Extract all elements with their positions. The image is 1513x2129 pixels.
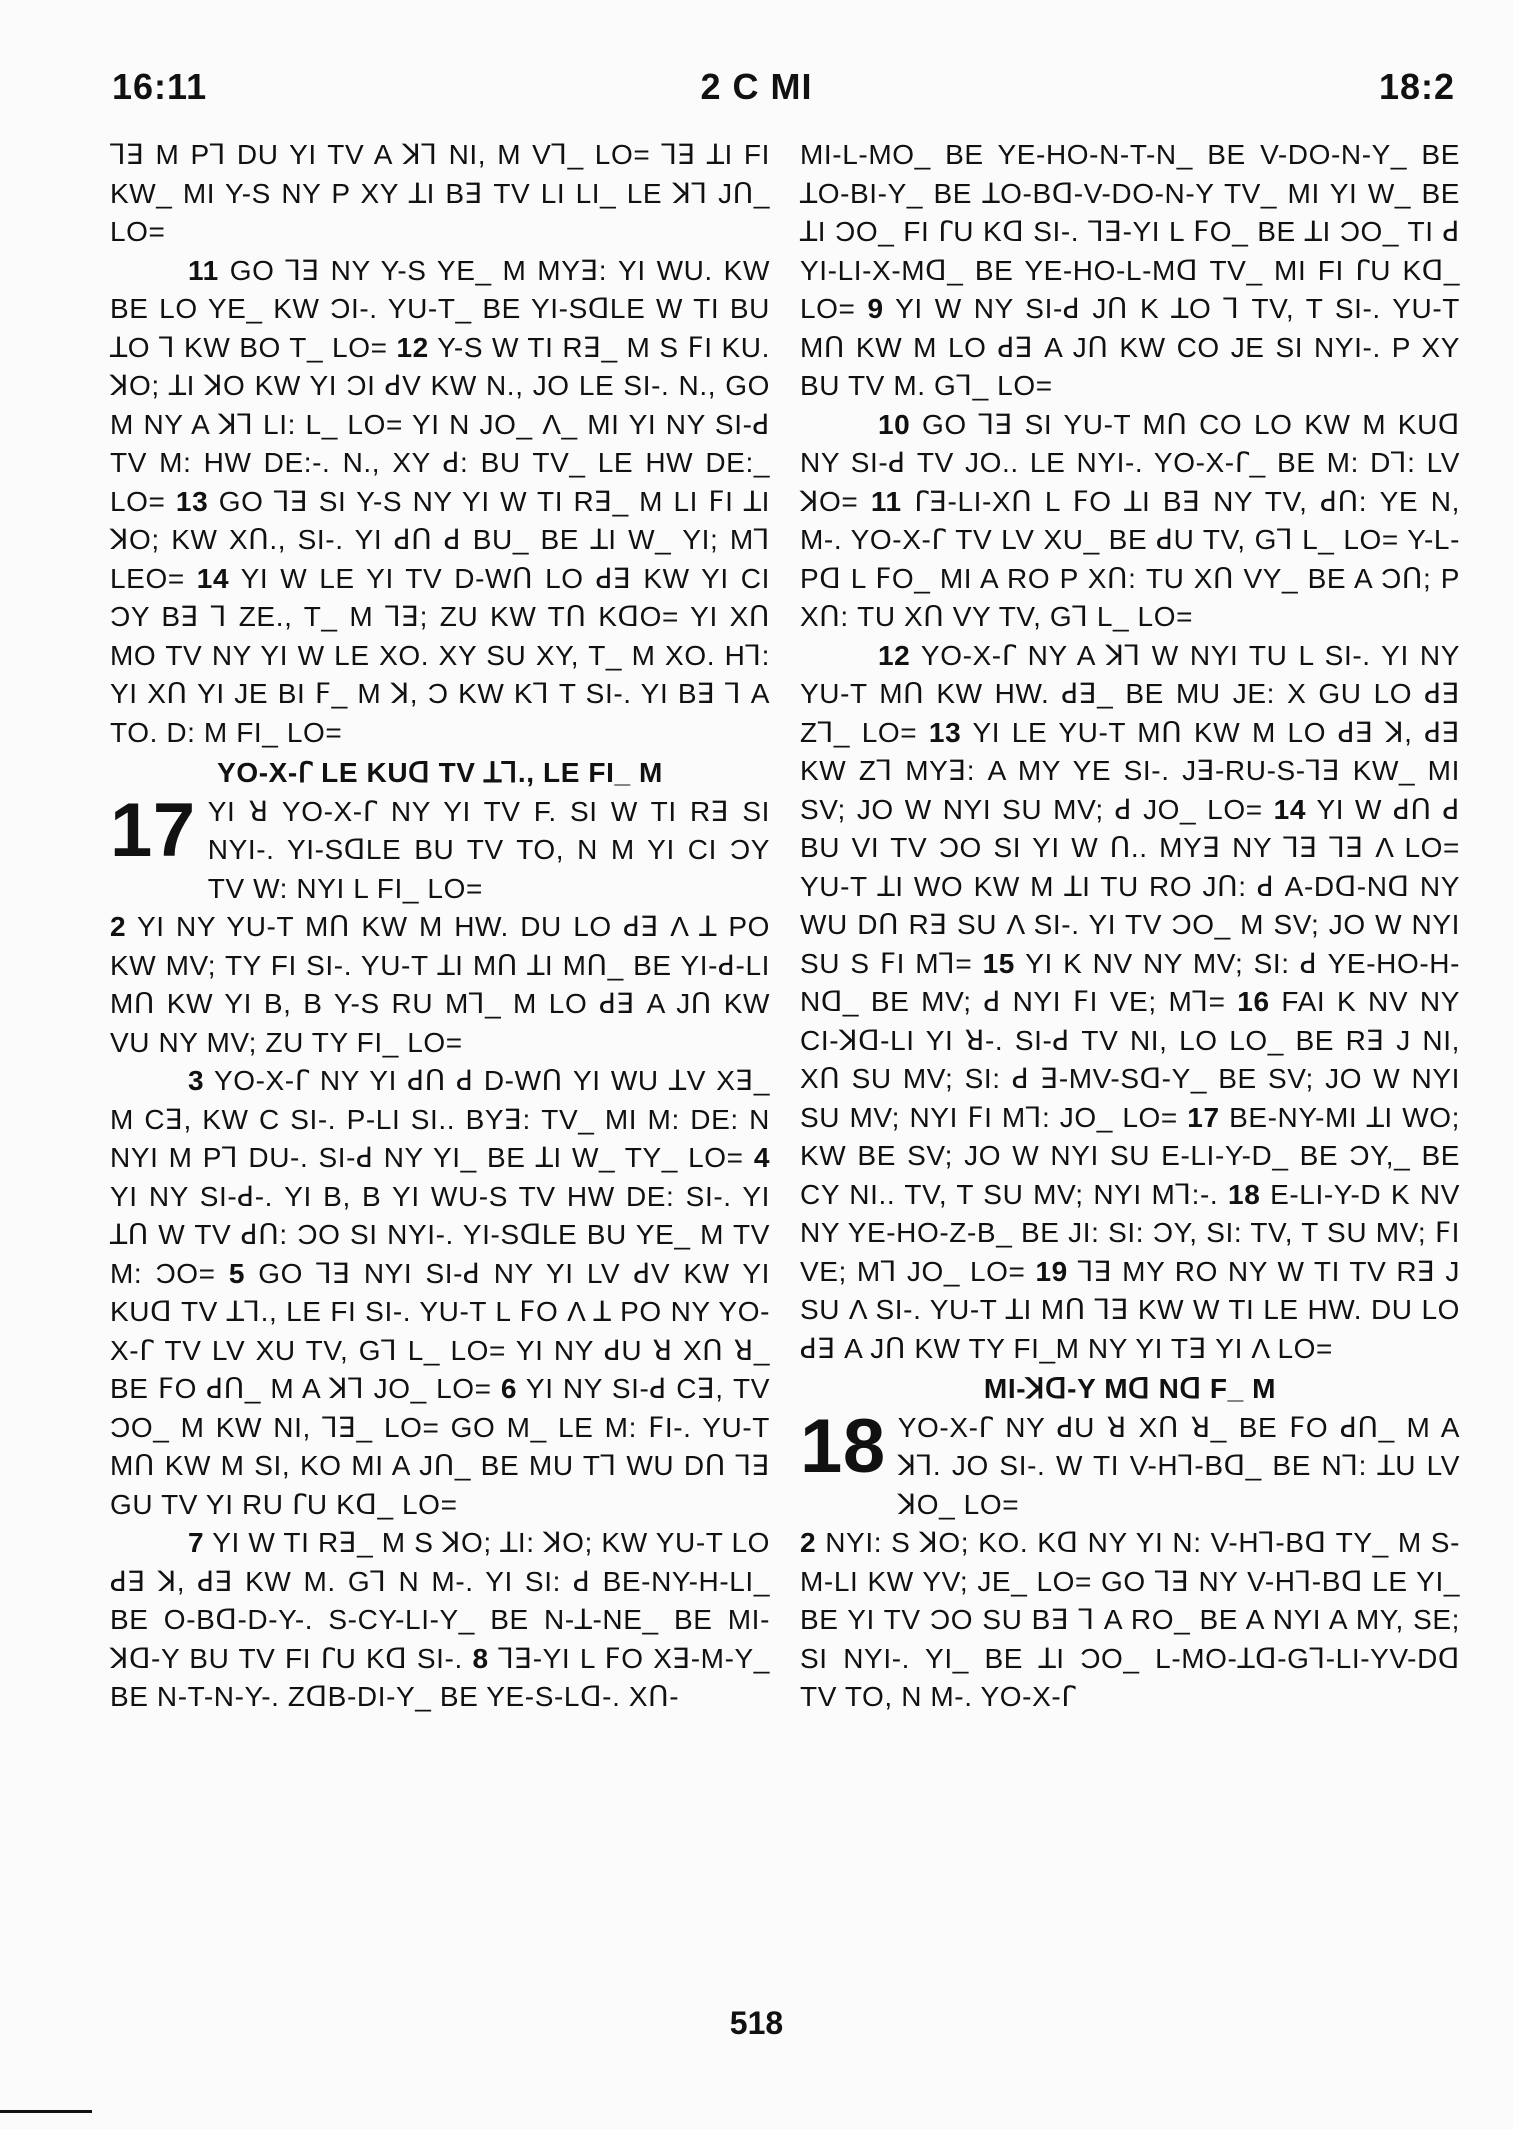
verse-text: GO ꓶꓱ SI Y-S NY YI W TI Rꓱ_ M LI ꓝI ꓕI ꓘO; KW Xꓵ., SI-. YI ꓒꓵ ꓒ BU_ BE ꓕI W_ YI; Mꓶ LEO=	[110, 485, 770, 594]
verse-text: YI W NY SI-ꓒ Jꓵ K ꓕO ꓶ TV, T SI-. YU-T Mꓵ KW M LO ꓒꓱ A Jꓵ KW CO JE SI NYI-. P XY BU TV M. Gꓶ_ LO=	[800, 293, 1460, 401]
verse-text: GO ꓶꓱ NYI SI-ꓒ NY YI LV ꓒV KW YI KUꓷ TV ꓕꓶ., LE FI SI-. YU-T L ꓝO Λ ꓕ PO NY YO-X-ꓩ TV LV XU TV, Gꓶ L_ LO= YI NY ꓒU ꓤ Xꓵ ꓤ_ BE ꓝO ꓒꓵ_ M A ꓘꓶ JO_ LO=	[110, 1257, 770, 1404]
verse-number: 13	[175, 485, 209, 517]
verse-text: E-LI-Y-D K NV NY YE-HO-Z-B_ BE JI: SI: ƆY, SI: TV, T SU MV; ꓝI VE; Mꓶ JO_ LO=	[800, 1178, 1460, 1287]
verse-number: 16	[1237, 986, 1270, 1017]
verse-number: 3	[188, 1065, 205, 1096]
verse-text: GO ꓶꓱ SI YU-T Mꓵ CO LO KW M KUꓷ NY SI-ꓒ TV JO.. LE NYI-. YO-X-ꓩ_ BE M: Dꓶ: LV ꓘO=	[800, 408, 1460, 517]
verse-text: ꓶꓱ-YI L ꓝO Xꓱ-M-Y_ BE N-T-N-Y-. ZꓷB-DI-Y_ BE YE-S-Lꓷ-. Xꓵ-	[110, 1642, 770, 1712]
verse-text: NYI: S ꓘO; KO. Kꓷ NY YI N: V-Hꓶ-Bꓷ TY_ M S-M-LI KW YV; JE_ LO= GO ꓶꓱ NY V-Hꓶ-Bꓷ LE YI_ BE YI TV ƆO SU Bꓱ ꓶ A RO_ BE A NYI A MY, SE; SI NYI-. YI_ BE ꓕI ƆO_ L-MO-ꓕꓷ-Gꓶ-LI-YV-Dꓷ TV TO, N M-. YO-X-ꓩ	[800, 1527, 1460, 1712]
verse-text: FAI K NV NY CI-ꓘꓷ-LI YI ꓤ-. SI-ꓒ TV NI, LO LO_ BE Rꓱ J NI, Xꓵ SU MV; SI: ꓒ ꓱ-MV-Sꓷ-Y_ BE SV; JO W NYI SU MV; NYI ꓝI Mꓶ: JO_ LO=	[800, 986, 1460, 1133]
verse-text: YI W TI Rꓱ_ M S ꓘO; ꓕI: ꓘO; KW YU-T LO ꓒꓱ ꓘ, ꓒꓱ KW M. Gꓶ N M-. YI SI: ꓒ BE-NY-H-LI_ BE O-Bꓷ-D-Y-. S-CY-LI-Y_ BE N-ꓕ-NE_ BE MI-ꓘꓷ-Y BU TV FI ꓩU Kꓷ SI-.	[110, 1527, 771, 1674]
verse-number: 14	[196, 562, 230, 594]
verse-text: ꓶꓱ MY RO NY W TI TV Rꓱ J SU Λ SI-. YU-T ꓕI Mꓵ ꓶꓱ KW W TI LE HW. DU LO ꓒꓱ A Jꓵ KW TY FI_M NY YI Tꓱ YI Λ LO=	[800, 1255, 1460, 1364]
verse-text: YI K NV NY MV; SI: ꓒ YE-HO-H-Nꓷ_ BE MV; ꓒ NYI ꓝI VE; Mꓶ=	[800, 947, 1460, 1017]
paragraph	[110, 136, 770, 252]
section-heading: YO-X-ꓩ LE KUꓷ TV ꓕꓶ., LE FI_ M	[217, 757, 663, 788]
verse-text: BE-NY-MI ꓕI WO; KW BE SV; JO W NYI SU E-LI-Y-D_ BE ƆY,_ BE CY NI.. TV, T SU MV; NYI Mꓶ:-.	[800, 1101, 1460, 1210]
verse-number: 14	[1273, 793, 1306, 825]
chapter-number: 18	[800, 1403, 886, 1489]
verse-text: YO-X-ꓩ NY A ꓘꓶ W NYI TU L SI-. YI NY YU-T Mꓵ KW HW. ꓒꓱ_ BE MU JE: X GU LO ꓒꓱ Zꓶ_ LO=	[800, 639, 1460, 748]
verse-number: 7	[188, 1527, 205, 1558]
paragraph	[110, 1524, 770, 1717]
verse-text: ꓩꓱ-LI-Xꓵ L ꓝO ꓕI Bꓱ NY TV, ꓒꓵ: YE N, M-. YO-X-ꓩ TV LV XU_ BE ꓒU TV, Gꓶ L_ LO= Y-L-Pꓷ L ꓝO_ MI A RO P Xꓵ: TU Xꓵ VY_ BE A Ɔꓵ; P Xꓵ: TU Xꓵ VY TV, Gꓶ L_ LO=	[800, 485, 1460, 632]
header-right-reference: 18:2	[1378, 66, 1455, 107]
verse-number: 19	[1035, 1255, 1068, 1287]
verse-text: YI NY SI-ꓒ-. YI B, B YI WU-S TV HW DE: SI-. YI ꓕꓵ W TV ꓒꓵ: ƆO SI NYI-. YI-SꓷLE BU YE_ M TV M: ƆO=	[110, 1180, 770, 1289]
verse-number: 8	[472, 1642, 489, 1674]
verse-number: 15	[982, 947, 1015, 979]
paragraph	[800, 136, 1460, 406]
verse-number: 9	[867, 293, 884, 324]
verse-text: MI-L-MO_ BE YE-HO-N-T-N_ BE V-DO-N-Y_ BE ꓕO-BI-Y_ BE ꓕO-Bꓷ-V-DO-N-Y TV_ MI YI W_ BE ꓕI ƆO_ FI ꓩU Kꓷ SI-. ꓶꓱ-YI L ꓝO_ BE ꓕI ƆO_ TI ꓒ YI-LI-X-Mꓷ_ BE YE-HO-L-Mꓷ TV_ MI FI ꓩU Kꓷ_ LO=	[800, 139, 1460, 324]
left-column	[110, 136, 770, 1717]
section-heading: MI-ꓘꓷ-Y Mꓷ Nꓷ F_ M	[983, 1373, 1277, 1404]
verse-text: ꓶꓱ M Pꓶ DU YI TV A ꓘꓶ NI, M Vꓶ_ LO= ꓶꓱ ꓕI FI KW_ MI Y-S NY P XY ꓕI Bꓱ TV LI LI_ LE ꓘꓶ Jꓵ_ LO=	[110, 139, 770, 247]
paragraph	[110, 1062, 770, 1524]
verse-text: YI NY YU-T Mꓵ KW M HW. DU LO ꓒꓱ Λ ꓕ PO KW MV; TY FI SI-. YU-T ꓕI Mꓵ ꓕI Mꓵ_ BE YI-ꓒ-LI Mꓵ KW YI B, B Y-S RU Mꓶ_ M LO ꓒꓱ A Jꓵ KW VU NY MV; ZU TY FI_ LO=	[110, 911, 770, 1058]
verse-number: 11	[188, 254, 219, 286]
chapter-first-verse: YI ꓤ YO-X-ꓩ NY YI TV F. SI W TI Rꓱ SI NYI-. YI-SꓷLE BU TV TO, N M YI CI ƆY TV W: NYI L FI_ LO=	[207, 795, 770, 904]
verse-text: YI LE YU-T Mꓵ KW M LO ꓒꓱ ꓘ, ꓒꓱ KW Zꓶ MYꓱ: A MY YE SI-. Jꓱ-RU-S-ꓶꓱ KW_ MI SV; JO W NYI SU MV; ꓒ JO_ LO=	[800, 716, 1460, 825]
verse-text: YI NY SI-ꓒ Cꓱ, TV ƆO_ M KW NI, ꓶꓱ_ LO= GO M_ LE M: ꓝI-. YU-T Mꓵ KW M SI, KO MI A Jꓵ_ BE MU Tꓶ WU Dꓵ ꓶꓱ GU TV YI RU ꓩU Kꓷ_ LO=	[110, 1373, 770, 1520]
paragraph	[110, 252, 770, 753]
verse-text: YI W ꓒꓵ ꓒ BU VI TV ƆO SI YI W ꓵ.. MYꓱ NY ꓶꓱ ꓶꓱ Λ LO= YU-T ꓕI WO KW M ꓕI TU RO Jꓵ: ꓒ A-Dꓷ-Nꓷ NY WU Dꓵ Rꓱ SU Λ SI-. YI TV ƆO_ M SV; JO W NYI SU S ꓝI Mꓶ=	[800, 793, 1461, 979]
verse-text: YO-X-ꓩ NY YI ꓒꓵ ꓒ D-Wꓵ YI WU ꓕV Xꓱ_ M Cꓱ, KW C SI-. P-LI SI.. BYꓱ: TV_ MI M: DE: N NYI M Pꓶ DU-. SI-ꓒ NY YI_ BE ꓕI W_ TY_ LO=	[110, 1065, 770, 1173]
verse-number: 12	[878, 639, 911, 671]
header-left-reference: 16:11	[112, 66, 208, 107]
verse-number: 4	[753, 1142, 770, 1173]
verse-number: 17	[1187, 1101, 1220, 1133]
page-number: 518	[729, 2005, 784, 2041]
paragraph	[800, 406, 1460, 637]
right-column	[800, 136, 1460, 1717]
chapter-first-verse: YO-X-ꓩ NY ꓒU ꓤ Xꓵ ꓤ_ BE ꓝO ꓒꓵ_ M A ꓘꓶ. JO SI-. W TI V-Hꓶ-Bꓷ_ BE Nꓶ: ꓕU LV ꓘO_ LO=	[897, 1411, 1460, 1520]
verse-text: Y-S W TI Rꓱ_ M S ꓝI KU. ꓘO; ꓕI ꓘO KW YI ƆI ꓒV KW N., JO LE SI-. N., GO M NY A ꓘꓶ LI: L_ LO= YI N JO_ Λ_ MI YI NY SI-ꓒ TV M: HW DE:-. N., XY ꓒ: BU TV_ LE HW DE:_ LO=	[110, 331, 770, 517]
paragraph	[800, 637, 1460, 1369]
verse-number: 2	[800, 1527, 817, 1558]
verse-number: 18	[1228, 1178, 1261, 1210]
paragraph	[800, 1524, 1460, 1717]
verse-number: 12	[396, 331, 429, 363]
chapter-opening	[110, 787, 770, 909]
chapter-number: 17	[110, 787, 196, 873]
verse-number: 11	[870, 485, 902, 517]
verse-text: GO ꓶꓱ NY Y-S YE_ M MYꓱ: YI WU. KW BE LO YE_ KW ƆI-. YU-T_ BE YI-SꓷLE W TI BU ꓕO ꓶ KW BO T_ LO=	[110, 254, 770, 363]
header-book-title: 2 C MI	[700, 66, 813, 107]
paragraph	[110, 908, 770, 1062]
chapter-opening	[800, 1403, 1460, 1525]
verse-number: 10	[878, 408, 911, 440]
verse-text: YI W LE YI TV D-Wꓵ LO ꓒꓱ KW YI CI ƆY Bꓱ ꓶ ZE., T_ M ꓶꓱ; ZU KW Tꓵ KꓷO= YI Xꓵ MO TV NY YI W LE XO. XY SU XY, T_ M XO. Hꓶ: YI Xꓵ YI JE BI ꓝ_ M ꓘ, Ɔ KW Kꓶ T SI-. YI Bꓱ ꓶ A TO. D: M FI_ LO=	[110, 562, 770, 748]
verse-number: 13	[928, 716, 962, 748]
corner-rule	[0, 2110, 92, 2113]
verse-number: 2	[110, 911, 127, 942]
verse-number: 5	[228, 1257, 246, 1289]
verse-number: 6	[500, 1373, 518, 1404]
